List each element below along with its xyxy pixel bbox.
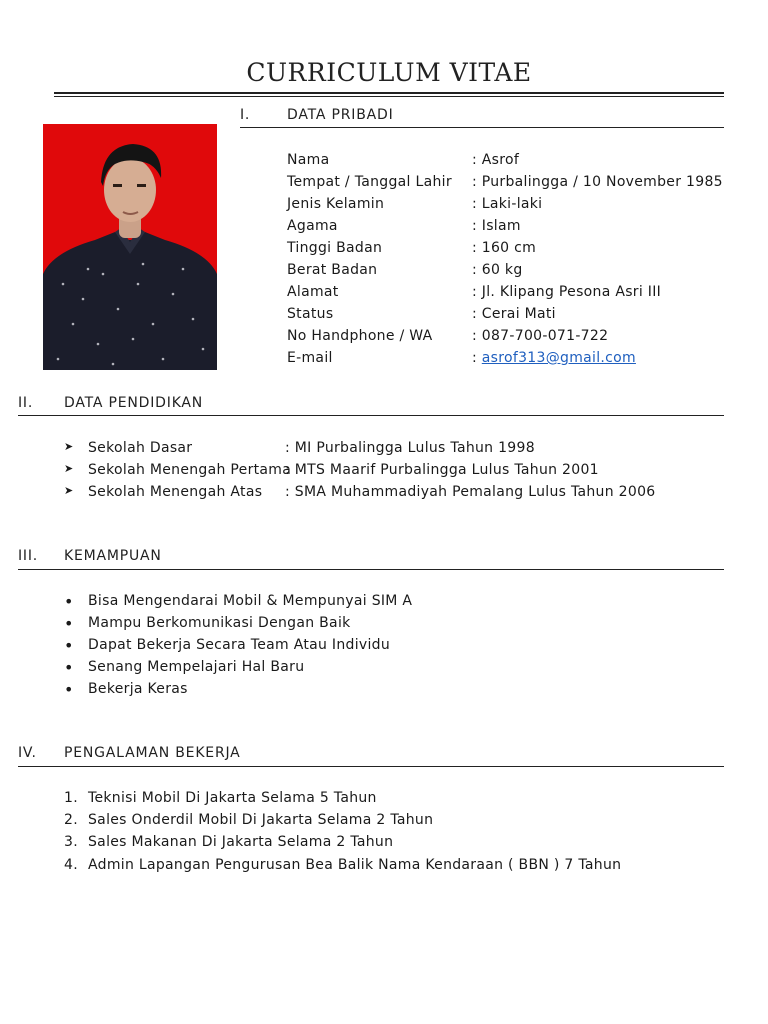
section-rule-experience [18, 766, 724, 767]
title-rule-thin [54, 96, 724, 97]
field-value: : Laki-laki [472, 196, 543, 212]
bullet-icon: • [64, 592, 74, 611]
list-number: 2. [64, 812, 78, 828]
skill-text: Dapat Bekerja Secara Team Atau Individu [88, 637, 391, 653]
field-key: Jenis Kelamin [287, 196, 385, 212]
experience-text: Sales Onderdil Mobil Di Jakarta Selama 2 Tahun [88, 812, 434, 828]
section-label: DATA PRIBADI [287, 107, 394, 123]
page-title: CURRICULUM VITAE [246, 58, 532, 87]
field-key: Tempat / Tanggal Lahir [287, 174, 452, 190]
bullet-icon: • [64, 680, 74, 699]
skill-text: Bekerja Keras [88, 681, 188, 697]
section-number: III. [18, 548, 39, 564]
section-number: I. [240, 107, 251, 123]
section-label: KEMAMPUAN [64, 548, 162, 564]
field-key: No Handphone / WA [287, 328, 433, 344]
bullet-icon: • [64, 636, 74, 655]
field-key: Alamat [287, 284, 339, 300]
arrow-icon: ➤ [64, 462, 74, 475]
education-level: Sekolah Menengah Atas [88, 484, 263, 500]
education-level: Sekolah Menengah Pertama [88, 462, 292, 478]
field-value: : Purbalingga / 10 November 1985 [472, 174, 723, 190]
experience-text: Sales Makanan Di Jakarta Selama 2 Tahun [88, 834, 394, 850]
skill-text: Senang Mempelajari Hal Baru [88, 659, 305, 675]
education-detail: : SMA Muhammadiyah Pemalang Lulus Tahun 2006 [285, 484, 656, 500]
section-label: PENGALAMAN BEKERJA [64, 745, 241, 761]
list-number: 4. [64, 857, 78, 873]
field-value: : Jl. Klipang Pesona Asri III [472, 284, 662, 300]
skill-text: Bisa Mengendarai Mobil & Mempunyai SIM A [88, 593, 413, 609]
section-label: DATA PENDIDIKAN [64, 395, 204, 411]
field-key: E-mail [287, 350, 333, 366]
education-detail: : MI Purbalingga Lulus Tahun 1998 [285, 440, 535, 456]
section-rule-personal [240, 127, 724, 128]
arrow-icon: ➤ [64, 484, 74, 497]
field-key: Agama [287, 218, 338, 234]
field-value: : Cerai Mati [472, 306, 556, 322]
field-value: : Asrof [472, 152, 520, 168]
field-key: Berat Badan [287, 262, 378, 278]
section-rule-skills [18, 569, 724, 570]
arrow-icon: ➤ [64, 440, 74, 453]
field-value: : Islam [472, 218, 521, 234]
bullet-icon: • [64, 614, 74, 633]
list-number: 1. [64, 790, 78, 806]
field-value: : 087-700-071-722 [472, 328, 609, 344]
section-rule-education [18, 415, 724, 416]
profile-photo [43, 124, 217, 370]
email-link[interactable]: asrof313@gmail.com [481, 350, 636, 366]
section-number: II. [18, 395, 34, 411]
title-rule-thick [54, 92, 724, 94]
field-value: : 60 kg [472, 262, 523, 278]
field-value: : 160 cm [472, 240, 537, 256]
section-number: IV. [18, 745, 37, 761]
field-value [472, 350, 636, 366]
email-prefix: : [472, 350, 482, 366]
field-key: Tinggi Badan [287, 240, 383, 256]
bullet-icon: • [64, 658, 74, 677]
experience-text: Admin Lapangan Pengurusan Bea Balik Nama Kendaraan ( BBN ) 7 Tahun [88, 857, 622, 873]
experience-text: Teknisi Mobil Di Jakarta Selama 5 Tahun [88, 790, 377, 806]
list-number: 3. [64, 834, 78, 850]
education-level: Sekolah Dasar [88, 440, 193, 456]
field-key: Status [287, 306, 334, 322]
skill-text: Mampu Berkomunikasi Dengan Baik [88, 615, 351, 631]
education-detail: : MTS Maarif Purbalingga Lulus Tahun 2001 [285, 462, 599, 478]
field-key: Nama [287, 152, 330, 168]
